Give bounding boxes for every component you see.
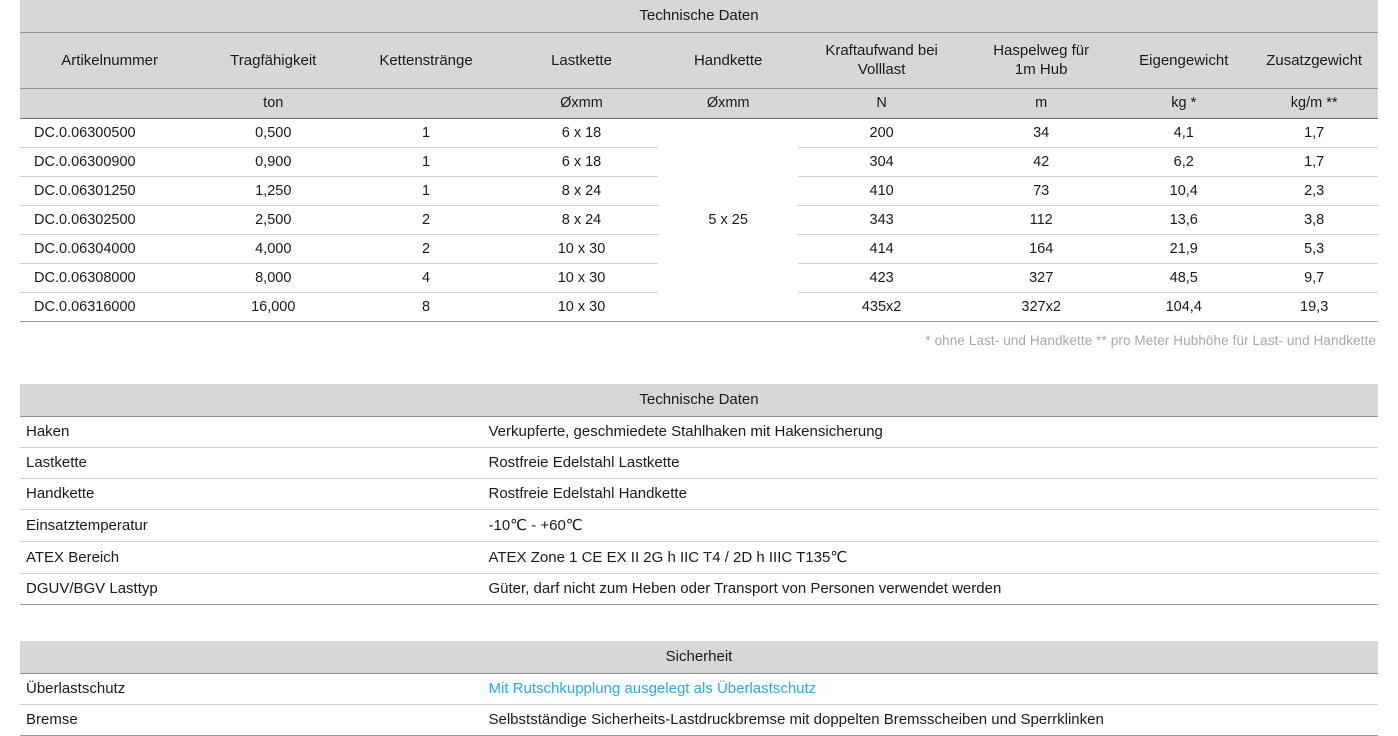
table-row xyxy=(20,119,1378,148)
cell-kraftaufwand: 304 xyxy=(798,148,965,177)
column-header-zusatzgewicht-line-1: Zusatzgewicht xyxy=(1266,51,1363,69)
column-header-handkette xyxy=(658,33,798,89)
table-row xyxy=(20,510,1378,542)
cell-kraftaufwand: 414 xyxy=(798,235,965,264)
details-value: -10℃ - +60℃ xyxy=(489,510,1379,542)
cell-kettenstraenge: 2 xyxy=(347,206,505,235)
details-title-row xyxy=(20,384,1378,417)
cell-zusatzgewicht: 2,3 xyxy=(1250,177,1378,206)
cell-artikelnummer: DC.0.06300900 xyxy=(20,148,199,177)
details-table-body xyxy=(20,417,1378,605)
cell-zusatzgewicht: 9,7 xyxy=(1250,264,1378,293)
cell-kettenstraenge: 4 xyxy=(347,264,505,293)
specification-table-body xyxy=(20,119,1378,322)
details-value: Rostfreie Edelstahl Handkette xyxy=(489,479,1379,510)
cell-lastkette: 6 x 18 xyxy=(505,148,658,177)
column-header-lastkette-line-1: Lastkette xyxy=(551,51,612,69)
details-value: Rostfreie Edelstahl Lastkette xyxy=(489,448,1379,479)
details-table-head xyxy=(20,384,1378,417)
column-header-kettenstraenge xyxy=(347,33,505,89)
unit-kraftaufwand: N xyxy=(798,89,965,119)
column-header-eigengewicht-line-1: Eigengewicht xyxy=(1139,51,1229,69)
column-header-tragfaehigkeit xyxy=(199,33,347,89)
column-header-kraftaufwand-line-2: Volllast xyxy=(857,61,906,79)
cell-eigengewicht: 48,5 xyxy=(1117,264,1250,293)
specification-table-head xyxy=(20,0,1378,119)
safety-value: Selbstständige Sicherheits-Lastdruckbremse mit doppelten Bremsscheiben und Sperrklinken xyxy=(489,705,1379,736)
cell-tragfaehigkeit: 1,250 xyxy=(199,177,347,206)
column-header-artikelnummer-line-1: Artikelnummer xyxy=(61,51,158,69)
specification-units-row xyxy=(20,89,1378,119)
specification-header-row xyxy=(20,33,1378,89)
cell-eigengewicht: 13,6 xyxy=(1117,206,1250,235)
cell-eigengewicht: 4,1 xyxy=(1117,119,1250,148)
cell-tragfaehigkeit: 0,900 xyxy=(199,148,347,177)
specification-footnote: * ohne Last- und Handkette ** pro Meter Hubhöhe für Last- und Handkette xyxy=(925,333,1376,349)
cell-kraftaufwand: 435x2 xyxy=(798,293,965,322)
cell-eigengewicht: 6,2 xyxy=(1117,148,1250,177)
cell-kettenstraenge: 1 xyxy=(347,148,505,177)
cell-haspelweg: 34 xyxy=(965,119,1117,148)
specification-table xyxy=(20,0,1378,322)
cell-haspelweg: 327x2 xyxy=(965,293,1117,322)
cell-eigengewicht: 10,4 xyxy=(1117,177,1250,206)
cell-zusatzgewicht: 1,7 xyxy=(1250,119,1378,148)
column-header-zusatzgewicht xyxy=(1250,33,1378,89)
cell-kettenstraenge: 1 xyxy=(347,119,505,148)
column-header-kraftaufwand-line-1: Kraftaufwand bei xyxy=(825,42,938,59)
details-value: ATEX Zone 1 CE EX II 2G h IIC T4 / 2D h IIIC T135℃ xyxy=(489,542,1379,574)
table-row xyxy=(20,705,1378,736)
details-table xyxy=(20,384,1378,605)
safety-table-title: Sicherheit xyxy=(20,641,1378,674)
details-key: Haken xyxy=(20,417,489,448)
unit-eigengewicht: kg * xyxy=(1117,89,1250,119)
column-header-kraftaufwand xyxy=(798,33,965,89)
cell-haspelweg: 112 xyxy=(965,206,1117,235)
details-key: Handkette xyxy=(20,479,489,510)
safety-table-body xyxy=(20,674,1378,736)
cell-tragfaehigkeit: 16,000 xyxy=(199,293,347,322)
column-header-eigengewicht xyxy=(1117,33,1250,89)
safety-value-highlighted[interactable]: Mit Rutschkupplung ausgelegt als Überlastschutz xyxy=(489,674,1379,705)
unit-tragfaehigkeit: ton xyxy=(199,89,347,119)
details-key: Einsatztemperatur xyxy=(20,510,489,542)
table-row xyxy=(20,417,1378,448)
cell-haspelweg: 73 xyxy=(965,177,1117,206)
details-value: Güter, darf nicht zum Heben oder Transport von Personen verwendet werden xyxy=(489,574,1379,605)
specification-title-row xyxy=(20,0,1378,33)
cell-lastkette: 10 x 30 xyxy=(505,264,658,293)
section-spacer xyxy=(20,348,1378,384)
unit-haspelweg: m xyxy=(965,89,1117,119)
cell-eigengewicht: 21,9 xyxy=(1117,235,1250,264)
cell-artikelnummer: DC.0.06301250 xyxy=(20,177,199,206)
table-row xyxy=(20,479,1378,510)
cell-kraftaufwand: 343 xyxy=(798,206,965,235)
cell-tragfaehigkeit: 4,000 xyxy=(199,235,347,264)
cell-artikelnummer: DC.0.06308000 xyxy=(20,264,199,293)
cell-kettenstraenge: 8 xyxy=(347,293,505,322)
unit-artikelnummer xyxy=(20,89,199,119)
cell-artikelnummer: DC.0.06304000 xyxy=(20,235,199,264)
cell-kraftaufwand: 410 xyxy=(798,177,965,206)
cell-tragfaehigkeit: 2,500 xyxy=(199,206,347,235)
cell-zusatzgewicht: 5,3 xyxy=(1250,235,1378,264)
column-header-handkette-line-1: Handkette xyxy=(693,51,763,69)
column-header-haspelweg xyxy=(965,33,1117,89)
cell-lastkette: 10 x 30 xyxy=(505,235,658,264)
details-table-title: Technische Daten xyxy=(20,384,1378,417)
unit-zusatzgewicht: kg/m ** xyxy=(1250,89,1378,119)
cell-lastkette: 8 x 24 xyxy=(505,177,658,206)
cell-haspelweg: 42 xyxy=(965,148,1117,177)
table-row xyxy=(20,574,1378,605)
cell-zusatzgewicht: 1,7 xyxy=(1250,148,1378,177)
cell-haspelweg: 164 xyxy=(965,235,1117,264)
safety-table-head xyxy=(20,641,1378,674)
section-spacer xyxy=(20,605,1378,641)
cell-kettenstraenge: 2 xyxy=(347,235,505,264)
safety-title-row xyxy=(20,641,1378,674)
specification-table-title: Technische Daten xyxy=(20,0,1378,33)
column-header-kettenstraenge-line-1: Kettenstränge xyxy=(379,51,473,69)
cell-artikelnummer: DC.0.06302500 xyxy=(20,206,199,235)
safety-table xyxy=(20,641,1378,736)
cell-lastkette: 8 x 24 xyxy=(505,206,658,235)
column-header-artikelnummer xyxy=(20,33,199,89)
cell-artikelnummer: DC.0.06316000 xyxy=(20,293,199,322)
cell-kraftaufwand: 200 xyxy=(798,119,965,148)
column-header-lastkette xyxy=(505,33,658,89)
details-key: DGUV/BGV Lasttyp xyxy=(20,574,489,605)
cell-artikelnummer: DC.0.06300500 xyxy=(20,119,199,148)
cell-eigengewicht: 104,4 xyxy=(1117,293,1250,322)
details-value: Verkupferte, geschmiedete Stahlhaken mit Hakensicherung xyxy=(489,417,1379,448)
cell-kraftaufwand: 423 xyxy=(798,264,965,293)
table-row xyxy=(20,674,1378,705)
cell-lastkette: 10 x 30 xyxy=(505,293,658,322)
unit-lastkette: Øxmm xyxy=(505,89,658,119)
cell-tragfaehigkeit: 0,500 xyxy=(199,119,347,148)
table-row xyxy=(20,542,1378,574)
cell-handkette-merged: 5 x 25 xyxy=(658,119,798,322)
details-key: ATEX Bereich xyxy=(20,542,489,574)
cell-haspelweg: 327 xyxy=(965,264,1117,293)
column-header-haspelweg-line-1: Haspelweg für xyxy=(993,42,1090,59)
safety-key: Bremse xyxy=(20,705,489,736)
unit-kettenstraenge xyxy=(347,89,505,119)
safety-key: Überlastschutz xyxy=(20,674,489,705)
cell-tragfaehigkeit: 8,000 xyxy=(199,264,347,293)
column-header-haspelweg-line-2: 1m Hub xyxy=(1014,61,1068,79)
cell-kettenstraenge: 1 xyxy=(347,177,505,206)
cell-zusatzgewicht: 19,3 xyxy=(1250,293,1378,322)
cell-zusatzgewicht: 3,8 xyxy=(1250,206,1378,235)
column-header-tragfaehigkeit-line-1: Tragfähigkeit xyxy=(230,51,317,69)
details-key: Lastkette xyxy=(20,448,489,479)
unit-handkette: Øxmm xyxy=(658,89,798,119)
table-row xyxy=(20,448,1378,479)
cell-lastkette: 6 x 18 xyxy=(505,119,658,148)
